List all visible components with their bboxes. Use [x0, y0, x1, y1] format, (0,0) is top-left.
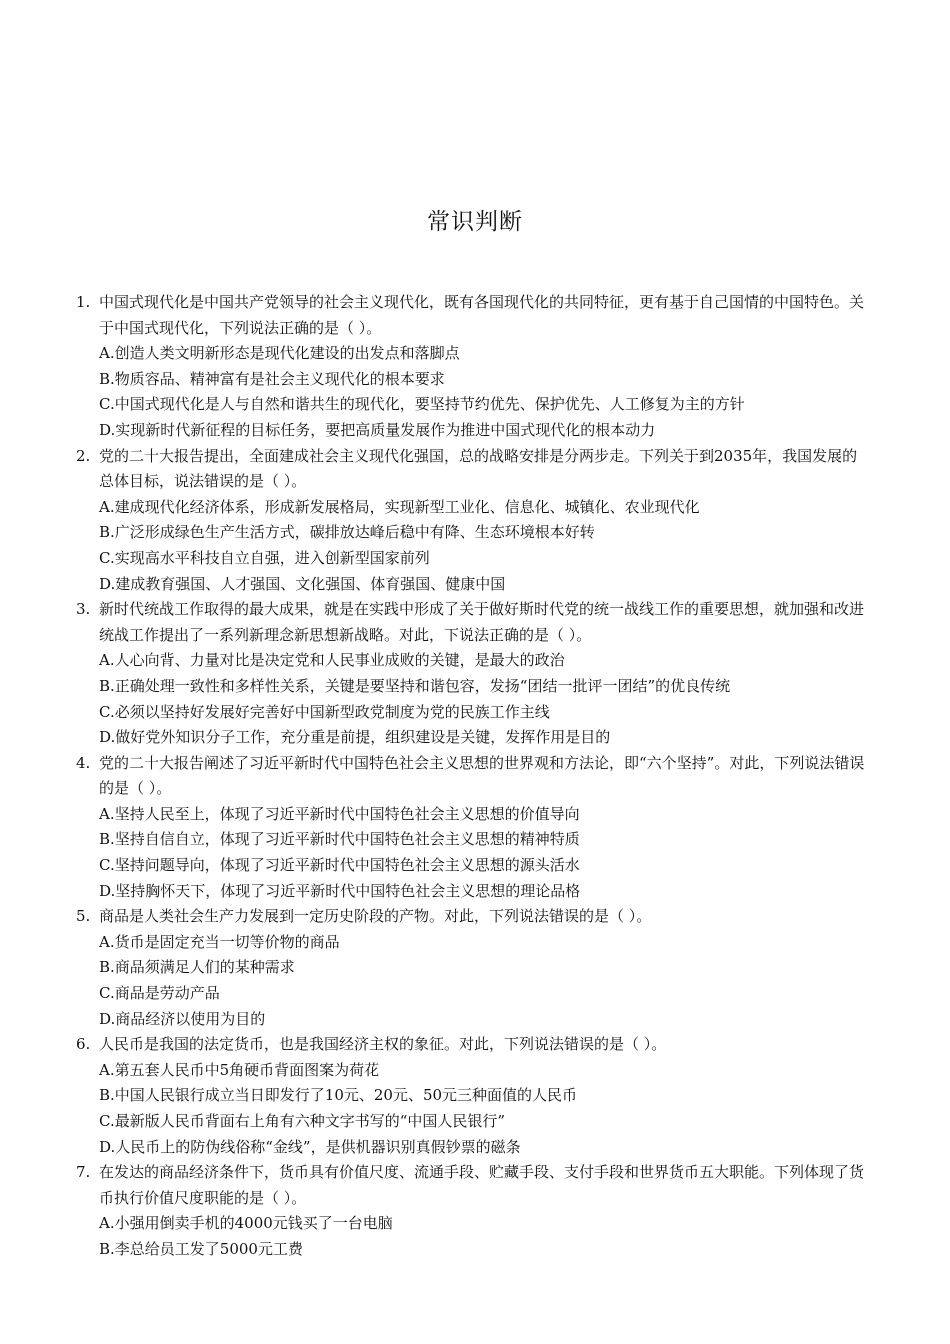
question-1 [76, 290, 872, 444]
option-b: B.坚持自信自立，体现了习近平新时代中国特色社会主义思想的精神特质 [99, 830, 580, 849]
question-stem [76, 597, 872, 648]
option-d: D.坚持胸怀天下，体现了习近平新时代中国特色社会主义思想的理论品格 [99, 881, 581, 900]
option-d: D.建成教育强国、人才强国、文化强国、体育强国、健康中国 [99, 574, 506, 593]
option-d: D.人民币上的防伪线俗称“金线”，是供机器识别真假钞票的磁条 [99, 1137, 521, 1156]
question-number: 6. [76, 1035, 91, 1054]
question-stem [76, 1160, 872, 1211]
question-text: 中国式现代化是中国共产党领导的社会主义现代化，既有各国现代化的共同特征，更有基于自己国情的中国特色。关于中国式现代化，下列说法正确的是（ ）。 [99, 293, 865, 337]
option-d: D.做好党外知识分子工作，充分重是前提，组织建设是关键，发挥作用是目的 [99, 728, 611, 747]
question-stem [76, 444, 872, 495]
option-c: C.必须以坚持好发展好完善好中国新型政党制度为党的民族工作主线 [99, 702, 550, 721]
option-c: C.实现高水平科技自立自强，进入创新型国家前列 [99, 548, 430, 567]
option-a: A.小强用倒卖手机的4000元钱买了一台电脑 [99, 1214, 393, 1233]
question-text: 新时代统战工作取得的最大成果，就是在实践中形成了关于做好斯时代党的统一战线工作的重要思想，就加强和改进统战工作提出了一系列新理念新思想新战略。对此，下说法正确的是（ ）。 [99, 600, 865, 644]
question-5 [76, 904, 872, 1032]
option-d: D.商品经济以使用为目的 [99, 1009, 266, 1028]
question-2 [76, 444, 872, 598]
question-list [76, 290, 872, 1263]
option-b: B.商品须满足人们的某种需求 [99, 958, 295, 977]
question-number: 7. [76, 1163, 91, 1182]
question-text: 党的二十大报告阐述了习近平新时代中国特色社会主义思想的世界观和方法论，即“六个坚持”。对此，下列说法错误的是（ ）。 [99, 753, 865, 798]
question-number: 4. [76, 753, 91, 772]
option-a: A.建成现代化经济体系，形成新发展格局，实现新型工业化、信息化、城镇化、农业现代化 [99, 497, 700, 516]
question-stem [76, 751, 872, 802]
question-text: 党的二十大报告提出，全面建成社会主义现代化强国，总的战略安排是分两步走。下列关于到2035年，我国发展的总体目标，说法错误的是（ ）。 [99, 446, 858, 491]
question-stem [76, 290, 872, 341]
question-7 [76, 1160, 872, 1262]
option-b: B.物质容品、精神富有是社会主义现代化的根本要求 [99, 369, 445, 388]
option-a: A.第五套人民币中5角硬币背面图案为荷花 [99, 1060, 380, 1079]
option-c: C.中国式现代化是人与自然和谐共生的现代化，要坚持节约优先、保护优先、人工修复为主的方针 [99, 395, 745, 414]
question-number: 3. [76, 600, 91, 619]
option-b: B.李总给员工发了5000元工费 [99, 1239, 303, 1258]
option-b: B.中国人民银行成立当日即发行了10元、20元、50元三种面值的人民币 [99, 1086, 578, 1105]
question-text: 在发达的商品经济条件下，货币具有价值尺度、流通手段、贮藏手段、支付手段和世界货币五大职能。下列体现了货币执行价值尺度职能的是（ ）。 [99, 1163, 865, 1207]
question-number: 1. [76, 293, 91, 311]
section-title: 常识判断 [427, 209, 523, 235]
option-a: A.创造人类文明新形态是现代化建设的出发点和落脚点 [99, 344, 460, 363]
option-c: C.商品是劳动产品 [99, 984, 220, 1003]
question-text: 人民币是我国的法定货币，也是我国经济主权的象征。对此，下列说法错误的是（ ）。 [99, 1035, 667, 1054]
question-number: 5. [76, 907, 91, 926]
question-number: 2. [76, 446, 91, 465]
option-b: B.广泛形成绿色生产生活方式，碳排放达峰后稳中有降、生态环境根本好转 [99, 523, 595, 542]
option-d: D.实现新时代新征程的目标任务，要把高质量发展作为推进中国式现代化的根本动力 [99, 420, 656, 439]
option-a: A.坚持人民至上，体现了习近平新时代中国特色社会主义思想的价值导向 [99, 804, 580, 823]
question-6 [76, 1032, 872, 1160]
option-c: C.坚持问题导向，体现了习近平新时代中国特色社会主义思想的源头活水 [99, 856, 580, 875]
option-a: A.人心向背、力量对比是决定党和人民事业成败的关键，是最大的政治 [99, 651, 565, 670]
question-stem [76, 1032, 872, 1058]
option-a: A.货币是固定充当一切等价物的商品 [99, 932, 340, 951]
question-stem [76, 904, 872, 930]
question-3 [76, 597, 872, 751]
option-b: B.正确处理一致性和多样性关系，关键是要坚持和谐包容，发扬“团结一批评一团结”的优良传统 [99, 676, 731, 695]
question-text: 商品是人类社会生产力发展到一定历史阶段的产物。对此，下列说法错误的是（ ）。 [99, 907, 652, 926]
option-c: C.最新版人民币背面右上角有六种文字书写的“中国人民银行” [99, 1112, 506, 1130]
question-4 [76, 751, 872, 905]
